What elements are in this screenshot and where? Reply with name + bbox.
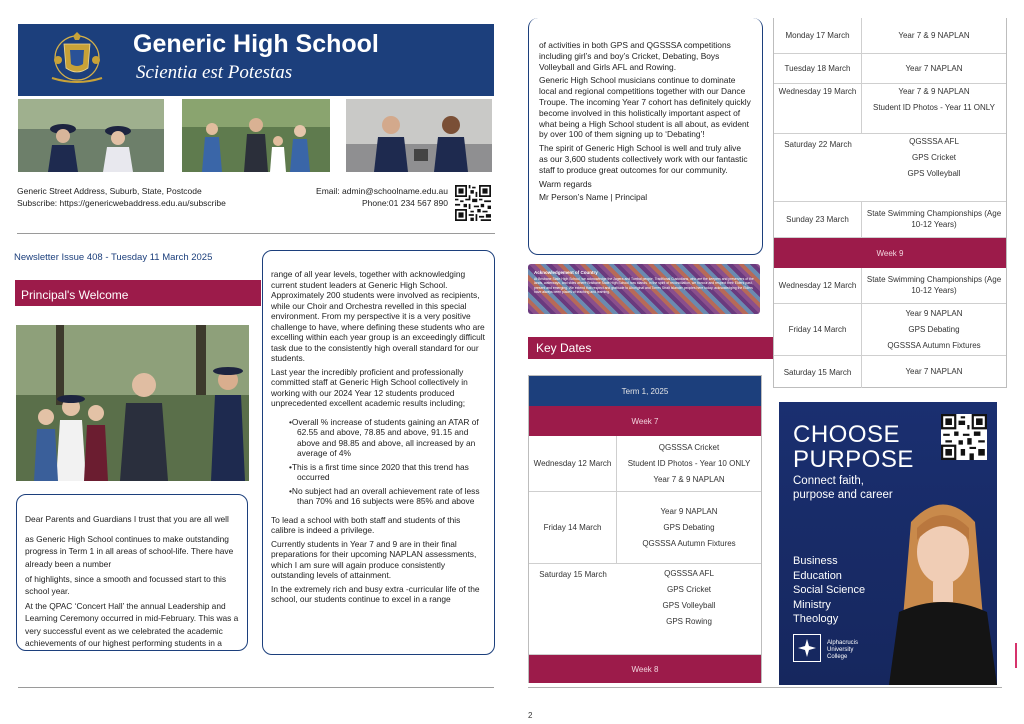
events-cell [862, 202, 1006, 237]
achievement-item: •Overall % increase of students gaining an ATAR of 62.55 and above, 78.85 and above, 91.15 and above and 98.85 and above, all increased by an average of 4% [289, 416, 479, 458]
college-name-line: University [827, 647, 854, 653]
contact-block [300, 185, 448, 209]
date-cell: Sunday 23 March [774, 202, 862, 237]
table-row [774, 54, 1006, 84]
event-item: Year 9 NAPLAN [905, 308, 963, 318]
qr-code-icon [455, 185, 491, 221]
principal-letter-part-1 [16, 494, 248, 651]
principal-letter-part-3 [528, 18, 763, 255]
college-name [827, 640, 858, 661]
letter-paragraph: Generic High School musicians continue to dominate local and regional competitions together with our Dance Troupe. The incoming Year 7 cohort has definitely quickly become involved in this holistically important aspect of what being a High School student is all about, as evident by over 100 of them signing up to ‘Debating’! [539, 75, 751, 140]
event-item: QGSSSA Autumn Fixtures [642, 538, 736, 548]
event-item: Year 7 & 9 NAPLAN [898, 87, 970, 96]
advert-headline [793, 422, 914, 472]
footer-divider [18, 687, 494, 688]
principals-welcome-heading: Principal's Welcome [15, 280, 261, 306]
table-row [774, 18, 1006, 54]
event-item: QGSSSA AFL [909, 137, 959, 146]
acknowledgement-of-country-banner [528, 264, 760, 314]
college-name-line: College [827, 654, 848, 660]
letter-paragraph: To lead a school with both staff and students of this calibre is indeed a privilege. [271, 514, 461, 535]
week-label: Week 9 [774, 238, 1006, 268]
table-row [529, 492, 761, 564]
newsletter-issue: Newsletter Issue 408 - Tuesday 11 March 2025 [14, 252, 213, 263]
date-cell: Tuesday 18 March [774, 54, 862, 83]
event-item: GPS Cricket [911, 153, 956, 162]
advert-tagline-line: purpose and career [793, 489, 893, 501]
advert-headline-line: PURPOSE [793, 446, 914, 473]
school-name: Generic High School [133, 30, 379, 58]
table-row [774, 202, 1006, 238]
date-cell: Saturday 15 March [539, 569, 607, 579]
key-dates-table-week-7 [528, 375, 762, 683]
events-cell [617, 492, 761, 563]
event-item: State Swimming Championships (Age 10-12 Years) [866, 209, 1002, 229]
date-cell: Friday 14 March [774, 304, 862, 355]
advert-student-photo [889, 492, 997, 685]
event-item: GPS Debating [908, 324, 960, 334]
week-label: Week 7 [529, 406, 761, 436]
letter-paragraph: of activities in both GPS and QGSSSA competitions including girl’s and boy’s Cricket, Debating, Boys Volleyball and Girls AFL and Rowing. [539, 40, 731, 72]
event-item: Student ID Photos - Year 10 ONLY [627, 458, 751, 468]
date-cell: Monday 17 March [774, 18, 862, 53]
letter-paragraph: The spirit of Generic High School is well and truly alive as our 3,600 students collectively work with our fantastic staff to produce great outcomes for our community. [539, 143, 748, 175]
event-item: Year 7 NAPLAN [905, 367, 963, 376]
event-item: GPS Rowing [666, 617, 712, 626]
students-photo-2 [182, 99, 330, 172]
event-item: State Swimming Championships (Age 10-12 Years) [866, 275, 1002, 295]
letter-greeting: Dear Parents and Guardians I trust that you are all well [25, 514, 229, 524]
letter-paragraph: Last year the incredibly proficient and professionally committed staff at Generic High School collectively in working with our 2024 Year 12 students produced unprecedented excellent academic results including; [271, 366, 468, 408]
week-label: Week 8 [529, 655, 761, 683]
page-number: 2 [528, 711, 533, 720]
events-cell [617, 436, 761, 491]
school-motto: Scientia est Potestas [136, 62, 293, 83]
achievement-item: •No subject had an overall achievement rate of less than 70% and 16 subjects were 85% and above [289, 485, 480, 506]
advert-headline-line: CHOOSE [793, 421, 901, 448]
acknowledgement-text: At Brisbane State High School, we acknowledge the Jagera and Turrbal people, Traditional Custodians, who are the keepers and preservers of the lands, waterways, and skies where Brisbane State High School now stands. In the spirit of reconciliation, we honour and respect their Elders past, present and emerging. We extend that respect and gratitude to Aboriginal and Torres Strait Islander peoples here today, acknowledging the Elders have always been places of teaching and learning. [534, 277, 754, 294]
advert-qr-code-icon [941, 414, 987, 460]
date-cell: Friday 14 March [529, 492, 617, 563]
table-row [774, 134, 1006, 202]
events-cell [862, 268, 1006, 303]
principal-letter-part-2 [262, 250, 495, 655]
subscribe-link[interactable]: Subscribe: https://genericwebaddress.edu.au/subscribe [17, 198, 226, 208]
advert-course-list [793, 554, 865, 627]
events-cell [862, 54, 1006, 83]
letter-paragraph: of highlights, since a smooth and focussed start to this school year. [25, 573, 227, 597]
letter-paragraph: Currently students in Year 7 and 9 are in their final preparations for their upcoming NAPLAN assessments, which I am sure will again produce consistently outstanding levels of attainment. [271, 538, 477, 580]
event-item: GPS Debating [663, 522, 715, 532]
advert-course: Social Science [793, 584, 866, 596]
school-email[interactable]: Email: admin@schoolname.edu.au [316, 186, 448, 196]
events-cell [862, 304, 1006, 355]
date-cell: Saturday 22 March [784, 139, 852, 149]
event-item: QGSSSA AFL [664, 569, 714, 578]
header-divider [17, 233, 495, 234]
event-item: Year 9 NAPLAN [660, 506, 718, 516]
school-address: Generic Street Address, Suburb, State, Postcode [17, 186, 202, 196]
students-photo-1 [18, 99, 164, 172]
date-cell: Wednesday 12 March [774, 268, 862, 303]
events-cell [862, 134, 1006, 182]
letter-paragraph: as Generic High School continues to make outstanding progress in Term 1 in all areas of school-life. There have already been a number [25, 534, 234, 569]
event-item: QGSSSA Autumn Fixtures [887, 340, 981, 350]
advert-course: Ministry [793, 598, 831, 611]
event-item: Year 7 & 9 NAPLAN [898, 30, 970, 40]
achievement-list [289, 417, 486, 507]
page-edge-marker [1015, 643, 1017, 668]
date-cell: Wednesday 12 March [529, 436, 617, 491]
achievement-item: •This is a first time since 2020 that this trend has occurred [289, 461, 469, 482]
letter-paragraph: At the QPAC ‘Concert Hall’ the annual Leadership and Learning Ceremony occurred in mid-February. This was a very successful event as we celebrated the academic achievements of our highest performing students in a [25, 601, 239, 648]
events-cell [862, 84, 1006, 133]
events-cell [617, 564, 761, 630]
letter-paragraph: range of all year levels, together with acknowledging current student leaders at Generic High School. Approximately 200 students were involved as recipients, while our Choir and Orchestra revelled in this special environment. From my perspective it is a very positive challenge to have, where defining these students who are excelling within each year group is an exceedingly difficult task due to the consistently high overall standard for our students. [271, 269, 485, 363]
advert-course: Theology [793, 613, 839, 625]
key-dates-heading: Key Dates [528, 337, 773, 359]
acknowledgement-title: Acknowledgement of Country [534, 270, 598, 275]
advert-course: Education [793, 569, 842, 582]
event-item: GPS Volleyball [907, 169, 961, 178]
table-row [529, 564, 761, 655]
event-item: GPS Volleyball [662, 601, 716, 610]
advert-tagline [793, 474, 893, 502]
school-address-block [17, 185, 226, 209]
date-cell: Saturday 15 March [774, 356, 862, 388]
university-advert[interactable] [779, 402, 997, 685]
event-item: QGSSSA Cricket [658, 442, 720, 452]
key-dates-table-week-8-9 [773, 18, 1007, 388]
college-logo-icon [793, 634, 821, 662]
table-row [774, 356, 1006, 388]
event-item: Year 7 & 9 NAPLAN [653, 474, 725, 484]
school-phone: Phone:01 234 567 890 [361, 198, 448, 208]
college-name-line: Alphacrucis [827, 640, 859, 646]
events-cell [862, 18, 1006, 53]
event-item: Year 7 NAPLAN [905, 63, 963, 73]
table-row [529, 436, 761, 492]
principal-with-students-photo [16, 325, 249, 481]
table-row [774, 268, 1006, 304]
term-row: Term 1, 2025 [529, 376, 761, 406]
school-crest-logo [44, 30, 110, 86]
letter-signature: Mr Person’s Name | Principal [539, 192, 648, 203]
students-photo-3 [346, 99, 492, 172]
events-cell [862, 356, 1006, 388]
event-item: GPS Cricket [666, 585, 711, 594]
right-footer-divider [528, 687, 1002, 688]
advert-course: Business [793, 555, 838, 567]
letter-signoff: Warm regards [539, 178, 592, 189]
table-row [774, 84, 1006, 134]
event-item: Student ID Photos - Year 11 ONLY [873, 103, 995, 112]
date-cell: Wednesday 19 March [774, 84, 862, 133]
letter-paragraph: In the extremely rich and busy extra -curricular life of the school, our students continue to excel in a range [271, 583, 480, 604]
table-row [774, 304, 1006, 356]
advert-tagline-line: Connect faith, [793, 475, 864, 487]
